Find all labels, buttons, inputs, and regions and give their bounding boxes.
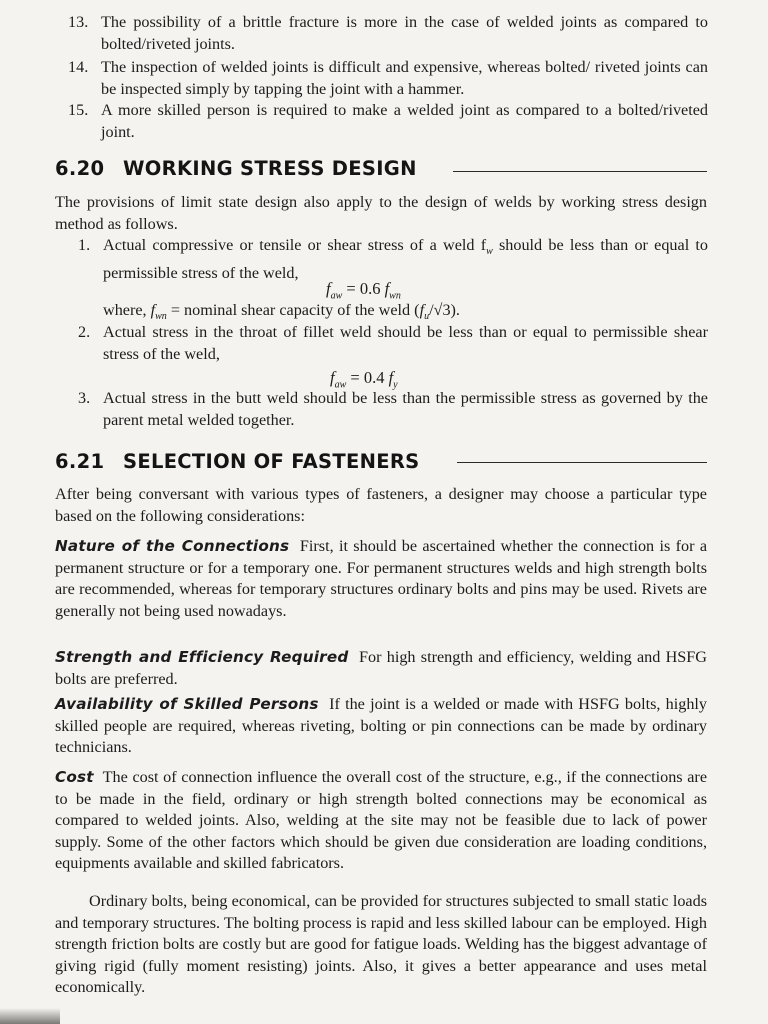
para-lead-title: Nature of the Connections (55, 537, 290, 555)
section-6-21-intro: After being conversant with various types of fasteners, a designer may choose a particular type based on the following considerations: (55, 485, 707, 525)
section-title: SELECTION OF FASTENERS (123, 450, 420, 473)
section-heading-6-20 (55, 158, 707, 184)
para-body: If the joint is a welded or made with HSFG bolts, highly skilled people are required, whereas riveting, bolting or pin connections can be made by ordinary technicians. (55, 695, 708, 756)
para-body: First, it should be ascertained whether the connection is for a permanent structure or for a temporary one. For permanent structures welds and high strength bolts are recommended, whereas for temporary structures ordinary bolts and pins may be used. Rivets are generally not being used nowadays. (55, 537, 708, 620)
para-lead-title: Cost (55, 768, 94, 786)
para-body: For high strength and efficiency, welding and HSFG bolts are preferred. (55, 648, 708, 688)
para-cost (55, 767, 707, 875)
para-body: The cost of connection influence the overall cost of the structure, e.g., if the connections are to be made in the field, ordinary or high strength bolted connections may be economical as compared to welded joints. Also, welding at the site may not be feasible due to lack of power supply. Some of the other factors which should be given due consideration are loading conditions, equipments available and skilled fabricators. (55, 768, 708, 872)
para-lead-title: Strength and Efficiency Required (55, 648, 349, 666)
list-item-text: Actual stress in the throat of fillet weld should be less than or equal to permissible shear stress of the weld, (103, 323, 708, 363)
section-title: WORKING STRESS DESIGN (123, 157, 417, 180)
list-item-13 (68, 12, 708, 55)
list-item-number: 1. (78, 236, 91, 254)
stress-item-1 (78, 235, 708, 284)
list-item-number: 14. (68, 58, 89, 76)
section-6-20-intro: The provisions of limit state design also apply to the design of welds by working stress design method as follows. (55, 193, 707, 233)
list-item-number: 13. (68, 13, 89, 31)
section-number: 6.21 (55, 450, 105, 473)
formula-faw-0-6: $f_{aw} = 0.6$ $f_{wn}$ (326, 279, 401, 302)
list-item-number: 15. (68, 101, 89, 119)
formula-faw-0-4: $f_{aw} = 0.4$ $f_y$ (330, 368, 398, 391)
page-edge-shadow (0, 1008, 60, 1024)
heading-rule (457, 462, 707, 463)
list-item-number: 3. (78, 389, 91, 407)
heading-rule (453, 171, 707, 172)
stress-item-2 (78, 322, 708, 365)
list-item-text: A more skilled person is required to make a welded joint as compared to a bolted/riveted joint. (101, 101, 708, 141)
formula-where-clause: where, $f_{wn}$ = nominal shear capacity of the weld $(f_u/√3)$. (103, 301, 460, 323)
list-item-number: 2. (78, 323, 91, 341)
section-number: 6.20 (55, 157, 105, 180)
list-item-text: The inspection of welded joints is difficult and expensive, whereas bolted/ riveted joints can be inspected simply by tapping the joint with a hammer. (101, 58, 708, 98)
para-strength-efficiency (55, 647, 707, 690)
list-item-text: Actual compressive or tensile or shear stress of a weld $f_w$ should be less than or equal to permissible stress of the weld, (103, 236, 709, 282)
list-item-text: The possibility of a brittle fracture is more in the case of welded joints as compared to bolted/riveted joints. (101, 13, 708, 53)
para-lead-title: Availability of Skilled Persons (55, 695, 319, 713)
section-heading-6-21 (55, 451, 707, 477)
para-nature-of-connections (55, 536, 707, 622)
list-item-14 (68, 57, 708, 100)
list-item-text: Actual stress in the butt weld should be less than the permissible stress as governed by the parent metal welded together. (103, 389, 708, 429)
para-skilled-persons (55, 694, 707, 759)
para-closing: Ordinary bolts, being economical, can be provided for structures subjected to small static loads and temporary structures. The bolting process is rapid and less skilled labour can be employed. High strength friction bolts are costly but are good for fatigue loads. Welding has the biggest advantage of giving rigid (fully moment resisting) joints. Also, it gives a better appearance and uses metal economically. (55, 892, 707, 996)
list-item-15 (68, 100, 708, 143)
stress-item-3 (78, 388, 708, 431)
